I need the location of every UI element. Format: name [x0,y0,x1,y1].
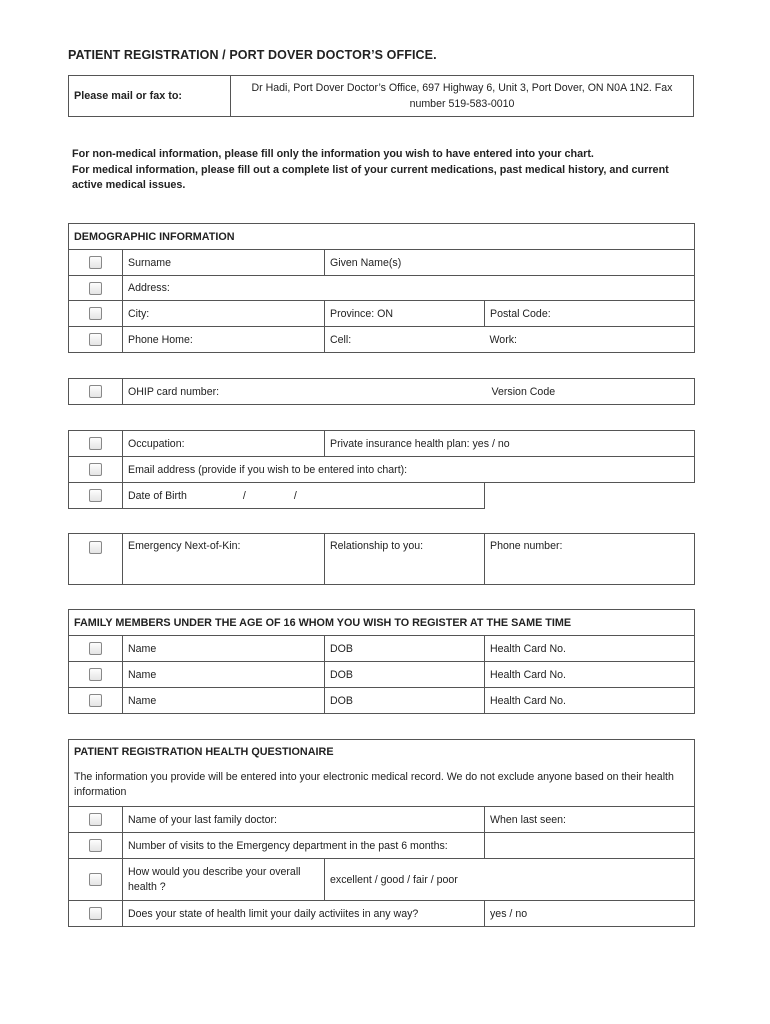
email-checkbox[interactable] [89,463,102,476]
occupation-field[interactable]: Occupation: [123,431,325,457]
mail-box [68,75,694,117]
family-dob-field[interactable]: DOB [325,688,485,714]
family-table [68,609,695,714]
family-health-card-field[interactable]: Health Card No. [485,636,695,662]
surname-checkbox[interactable] [89,256,102,269]
dob-checkbox[interactable] [89,489,102,502]
emergency-checkbox[interactable] [89,541,102,554]
emergency-table [68,533,695,585]
surname-field[interactable]: Surname [123,250,325,276]
cell-field[interactable]: Cell: [325,327,485,353]
er-visits-checkbox[interactable] [89,839,102,852]
ohip-checkbox[interactable] [89,385,102,398]
dob-separator: / [293,489,297,502]
when-last-seen-field[interactable]: When last seen: [485,807,695,833]
next-of-kin-field[interactable]: Emergency Next-of-Kin: [123,534,325,585]
occupation-checkbox[interactable] [89,437,102,450]
overall-health-options[interactable]: excellent / good / fair / poor [325,859,695,901]
mail-label: Please mail or fax to: [69,76,231,116]
demographic-table [68,223,695,353]
table-row [69,662,695,688]
city-checkbox[interactable] [89,307,102,320]
family-name-field[interactable]: Name [123,636,325,662]
family-health-card-field[interactable]: Health Card No. [485,662,695,688]
table-row [69,688,695,714]
relationship-field[interactable]: Relationship to you: [325,534,485,585]
family-dob-field[interactable]: DOB [325,636,485,662]
emergency-phone-field[interactable]: Phone number: [485,534,695,585]
phone-home-field[interactable]: Phone Home: [123,327,325,353]
city-field[interactable]: City: [123,301,325,327]
last-doctor-field[interactable]: Name of your last family doctor: [123,807,485,833]
table-row [69,636,695,662]
ohip-table [68,378,695,405]
health-limit-checkbox[interactable] [89,907,102,920]
family-name-field[interactable]: Name [123,662,325,688]
family-member-checkbox[interactable] [89,668,102,681]
address-field[interactable]: Address: [123,276,695,301]
last-doctor-checkbox[interactable] [89,813,102,826]
intro-text [72,147,702,194]
family-member-checkbox[interactable] [89,694,102,707]
address-checkbox[interactable] [89,282,102,295]
mail-address: Dr Hadi, Port Dover Doctor’s Office, 697 Highway 6, Unit 3, Port Dover, ON N0A 1N2. Fax number 519-583-0010 [251,82,673,110]
ohip-card-field[interactable]: OHIP card number: [123,379,487,405]
insurance-field[interactable]: Private insurance health plan: yes / no [325,431,695,457]
intro-line-1: For non-medical information, please fill only the information you wish to have entered into your chart. [72,148,594,160]
er-visits-field[interactable]: Number of visits to the Emergency department in the past 6 months: [123,833,485,859]
er-visits-answer[interactable] [485,833,695,859]
family-header: FAMILY MEMBERS UNDER THE AGE OF 16 WHOM YOU WISH TO REGISTER AT THE SAME TIME [69,610,695,636]
dob-label: Date of Birth [128,489,187,502]
questionnaire-note: The information you provide will be entered into your electronic medical record. We do not exclude anyone based on their health information [69,765,695,807]
dob-separator: / [242,489,246,502]
postal-code-field[interactable]: Postal Code: [485,301,695,327]
questionnaire-table [68,739,695,927]
intro-line-2: For medical information, please fill out a complete list of your current medications, past medical history, and current active medical issues. [72,163,669,191]
given-names-field[interactable]: Given Name(s) [325,250,695,276]
questionnaire-header: PATIENT REGISTRATION HEALTH QUESTIONAIRE [69,740,695,765]
demographic-header: DEMOGRAPHIC INFORMATION [69,224,695,250]
occupation-table [68,430,695,509]
health-limit-question: Does your state of health limit your daily activiites in any way? [123,901,485,927]
overall-health-checkbox[interactable] [89,873,102,886]
phone-checkbox[interactable] [89,333,102,346]
province-field[interactable]: Province: ON [325,301,485,327]
version-code-field[interactable]: Version Code [487,379,695,405]
work-field[interactable]: Work: [485,327,695,353]
family-dob-field[interactable]: DOB [325,662,485,688]
family-name-field[interactable]: Name [123,688,325,714]
family-health-card-field[interactable]: Health Card No. [485,688,695,714]
health-limit-options[interactable]: yes / no [485,901,695,927]
dob-field[interactable] [123,483,485,509]
overall-health-question: How would you describe your overall health ? [123,859,325,901]
family-member-checkbox[interactable] [89,642,102,655]
email-field[interactable]: Email address (provide if you wish to be entered into chart): [123,457,695,483]
form-title: PATIENT REGISTRATION / PORT DOVER DOCTOR’S OFFICE. [68,48,437,62]
